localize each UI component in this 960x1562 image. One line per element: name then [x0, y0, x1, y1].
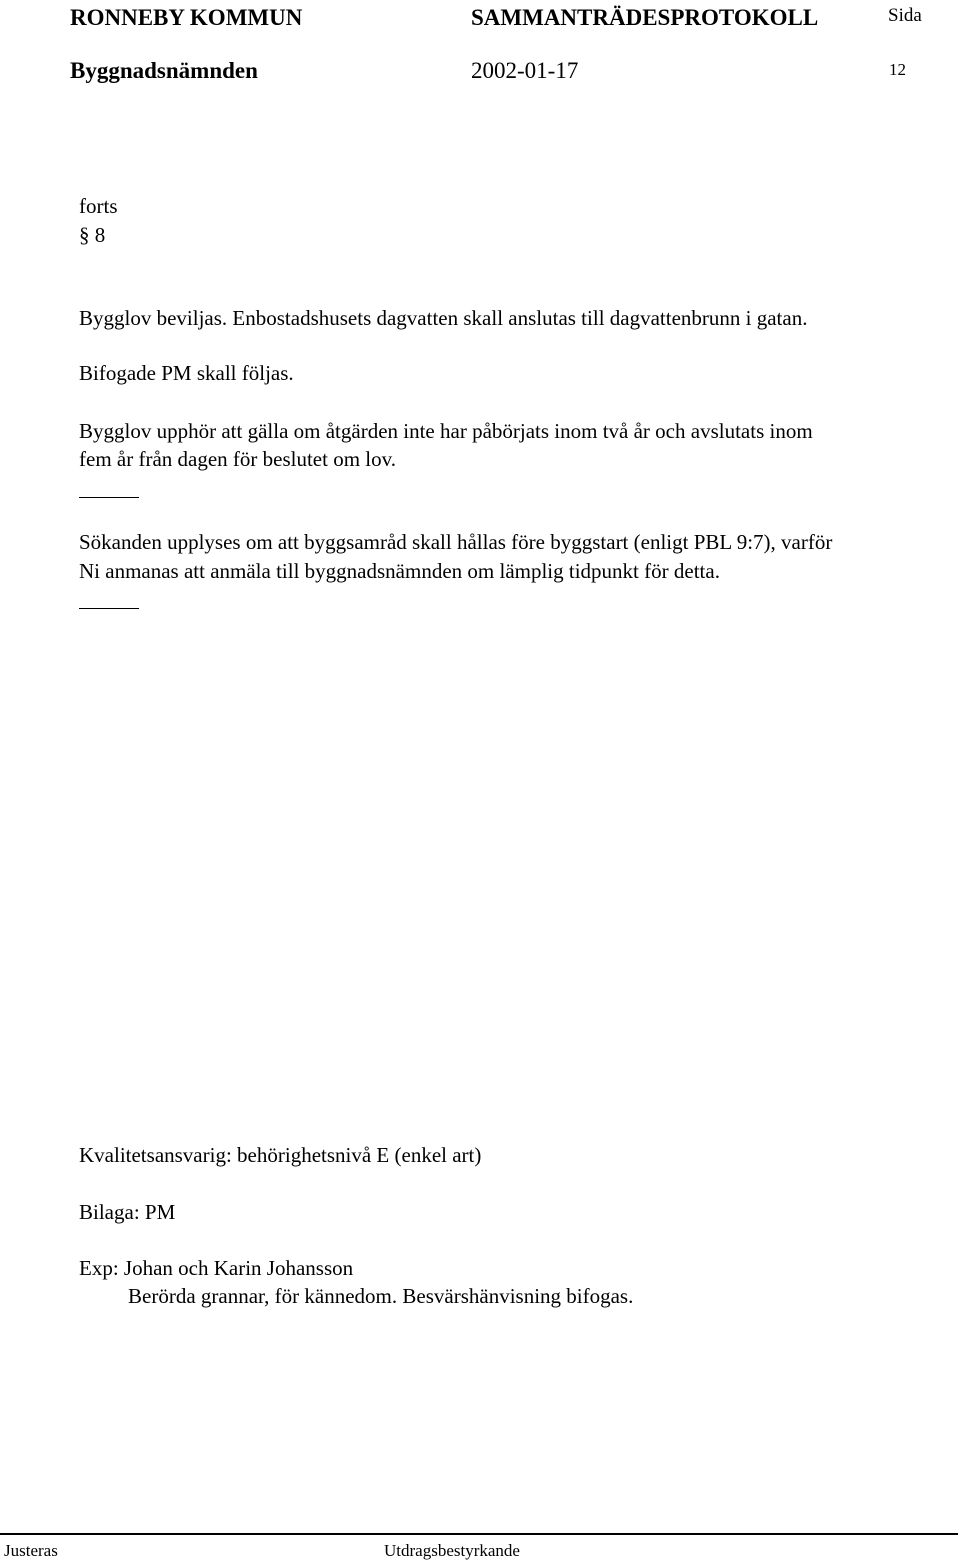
continued-label: forts	[79, 194, 118, 218]
quality-responsible: Kvalitetsansvarig: behörighetsnivå E (enkel art)	[79, 1143, 482, 1167]
attachment-note: Bifogade PM skall följas.	[79, 361, 294, 385]
page-label: Sida	[888, 5, 922, 26]
validity-text-line-2: fem år från dagen för beslutet om lov.	[79, 447, 397, 471]
paragraph-reference: § 8	[79, 223, 106, 247]
info-text-line-2: Ni anmanas att anmäla till byggnadsnämnden om lämplig tidpunkt för detta.	[79, 559, 720, 583]
footer-utdragsbestyrkande: Utdragsbestyrkande	[384, 1541, 520, 1560]
organization-name: RONNEBY KOMMUN	[70, 5, 303, 30]
meeting-date: 2002-01-17	[471, 58, 579, 83]
document-type: SAMMANTRÄDESPROTOKOLL	[471, 5, 819, 30]
committee-name: Byggnadsnämnden	[70, 58, 258, 83]
footer-rule	[0, 1533, 958, 1535]
page-number: 12	[889, 60, 906, 79]
validity-text-line-1: Bygglov upphör att gälla om åtgärden inte har påbörjats inom två år och avslutats inom	[79, 419, 813, 443]
footer-justeras: Justeras	[4, 1541, 58, 1560]
separator-rule	[79, 608, 139, 609]
dispatch-continued-line: Berörda grannar, för kännedom. Besvärshänvisning bifogas.	[128, 1284, 634, 1308]
attachment-line: Bilaga: PM	[79, 1200, 176, 1224]
separator-rule	[79, 497, 139, 498]
decision-text: Bygglov beviljas. Enbostadshusets dagvatten skall anslutas till dagvattenbrunn i gatan.	[79, 306, 808, 330]
dispatch-line: Exp: Johan och Karin Johansson	[79, 1256, 354, 1280]
info-text-line-1: Sökanden upplyses om att byggsamråd skall hållas före byggstart (enligt PBL 9:7), varför	[79, 530, 833, 554]
